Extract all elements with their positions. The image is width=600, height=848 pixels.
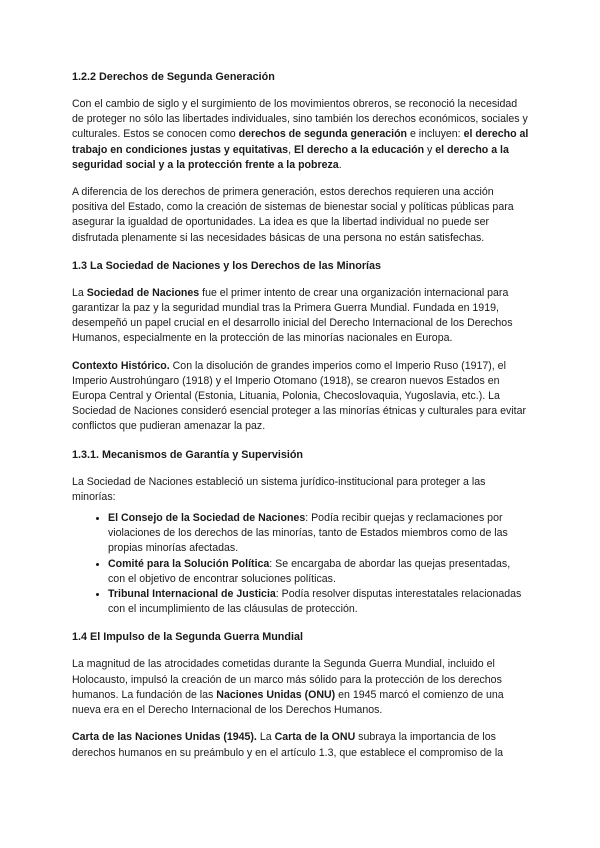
text-run: en 1945 marcó el comienzo de una nueva era en el Derecho Internacional de los Derechos Humanos. [72, 688, 504, 717]
text-run: Con la disolución de grandes imperios como el Imperio Ruso (1917), el Imperio Austrohúngaro (1918) y el Imperio Otomano (1918), se crearon nuevos Estados en Europa Central y Oriental (Estonia, Lituania, Polonia, Checoslovaquia, Yugoslavia, etc.). La Sociedad de Naciones consideró esencial proteger a las minorías étnicas y culturales para evitar conflictos que pudieran amenazar la paz. [72, 359, 527, 433]
paragraph-historical-context [72, 359, 530, 435]
bold-run: El Consejo de la Sociedad de Naciones [108, 512, 306, 525]
heading-1-2-2: 1.2.2 Derechos de Segunda Generación [72, 71, 275, 83]
text-run: La [72, 286, 87, 299]
paragraph-second-world-war [72, 657, 530, 718]
heading-1-3-1: 1.3.1. Mecanismos de Garantía y Supervisión [72, 448, 304, 461]
bold-run: Carta de la ONU [274, 731, 356, 744]
text-run: e incluyen: [407, 128, 464, 141]
text-run: , [288, 143, 294, 156]
paragraph-positive-action: A diferencia de los derechos de primera generación, estos derechos requieren una acción positiva del Estado, como la creación de sistemas de bienestar social y políticas públicas para asegurar la igualdad de oportunidades. La idea es que la libertad individual no puede ser disfrutada plenamente si las necesidades básicas de una persona no están satisfechas. [72, 186, 514, 244]
bold-run: Naciones Unidas (ONU) [216, 688, 336, 701]
text-run: : Se encargaba de abordar las quejas presentadas, con el objetivo de encontrar soluciones políticas. [108, 557, 511, 585]
bold-run: Sociedad de Naciones [86, 286, 200, 299]
bold-run: Carta de las Naciones Unidas (1945). [72, 731, 257, 744]
mechanisms-list [72, 511, 530, 617]
list-item [108, 557, 530, 587]
paragraph-mechanisms-intro: La Sociedad de Naciones estableció un sistema jurídico-institucional para proteger a las minorías: [72, 475, 486, 503]
bold-run: el derecho al trabajo en condiciones justas y equitativas [72, 128, 529, 156]
text-run: . [338, 158, 342, 171]
paragraph-second-generation-intro [72, 97, 530, 173]
bold-run: el derecho a la seguridad social y a la protección frente a la pobreza [72, 143, 509, 171]
text-run: subraya la importancia de los derechos humanos en su preámbulo y en el artículo 1.3, que establece el compromiso de la [72, 731, 504, 759]
paragraph-league-of-nations [72, 286, 530, 347]
bold-run: derechos de segunda generación [238, 128, 408, 141]
text-run: La magnitud de las atrocidades cometidas durante la Segunda Guerra Mundial, incluido el Holocausto, impulsó la creación de un marco más sólido para la protección de los derechos humanos. La fundación de las [72, 658, 502, 701]
bold-run: Tribunal Internacional de Justicia [108, 588, 276, 601]
bold-run: Contexto Histórico. [72, 359, 170, 372]
document-body [72, 70, 530, 761]
text-run: y [424, 143, 436, 156]
text-run: : Podía resolver disputas interestatales relacionadas con el incumplimiento de las cláusulas de protección. [108, 588, 522, 616]
heading-1-4: 1.4 El Impulso de la Segunda Guerra Mundial [72, 631, 303, 644]
heading-1-3: 1.3 La Sociedad de Naciones y los Derechos de las Minorías [72, 259, 382, 272]
bold-run: El derecho a la educación [293, 143, 425, 156]
text-run: : Podía recibir quejas y reclamaciones por violaciones de los derechos de las minorías, tanto de Estados miembros como de las propias minorías afectadas. [108, 512, 508, 555]
text-run: fue el primer intento de crear una organización internacional para garantizar la paz y la seguridad mundial tras la Primera Guerra Mundial. Fundada en 1919, desempeñó un papel crucial en el desarrollo inicial del Derecho Internacional de los Derechos Humanos, especialmente en la protección de las minorías nacionales en Europa. [72, 286, 513, 345]
paragraph-un-charter [72, 730, 530, 760]
text-run: La [256, 731, 275, 744]
list-item [108, 587, 530, 617]
text-run: Con el cambio de siglo y el surgimiento de los movimientos obreros, se reconoció la necesidad de proteger no sólo las libertades individuales, sino también los derechos económicos, sociales y culturales. Estos se conocen como [72, 98, 528, 141]
list-item [108, 511, 530, 557]
bold-run: Comité para la Solución Política [108, 557, 270, 570]
